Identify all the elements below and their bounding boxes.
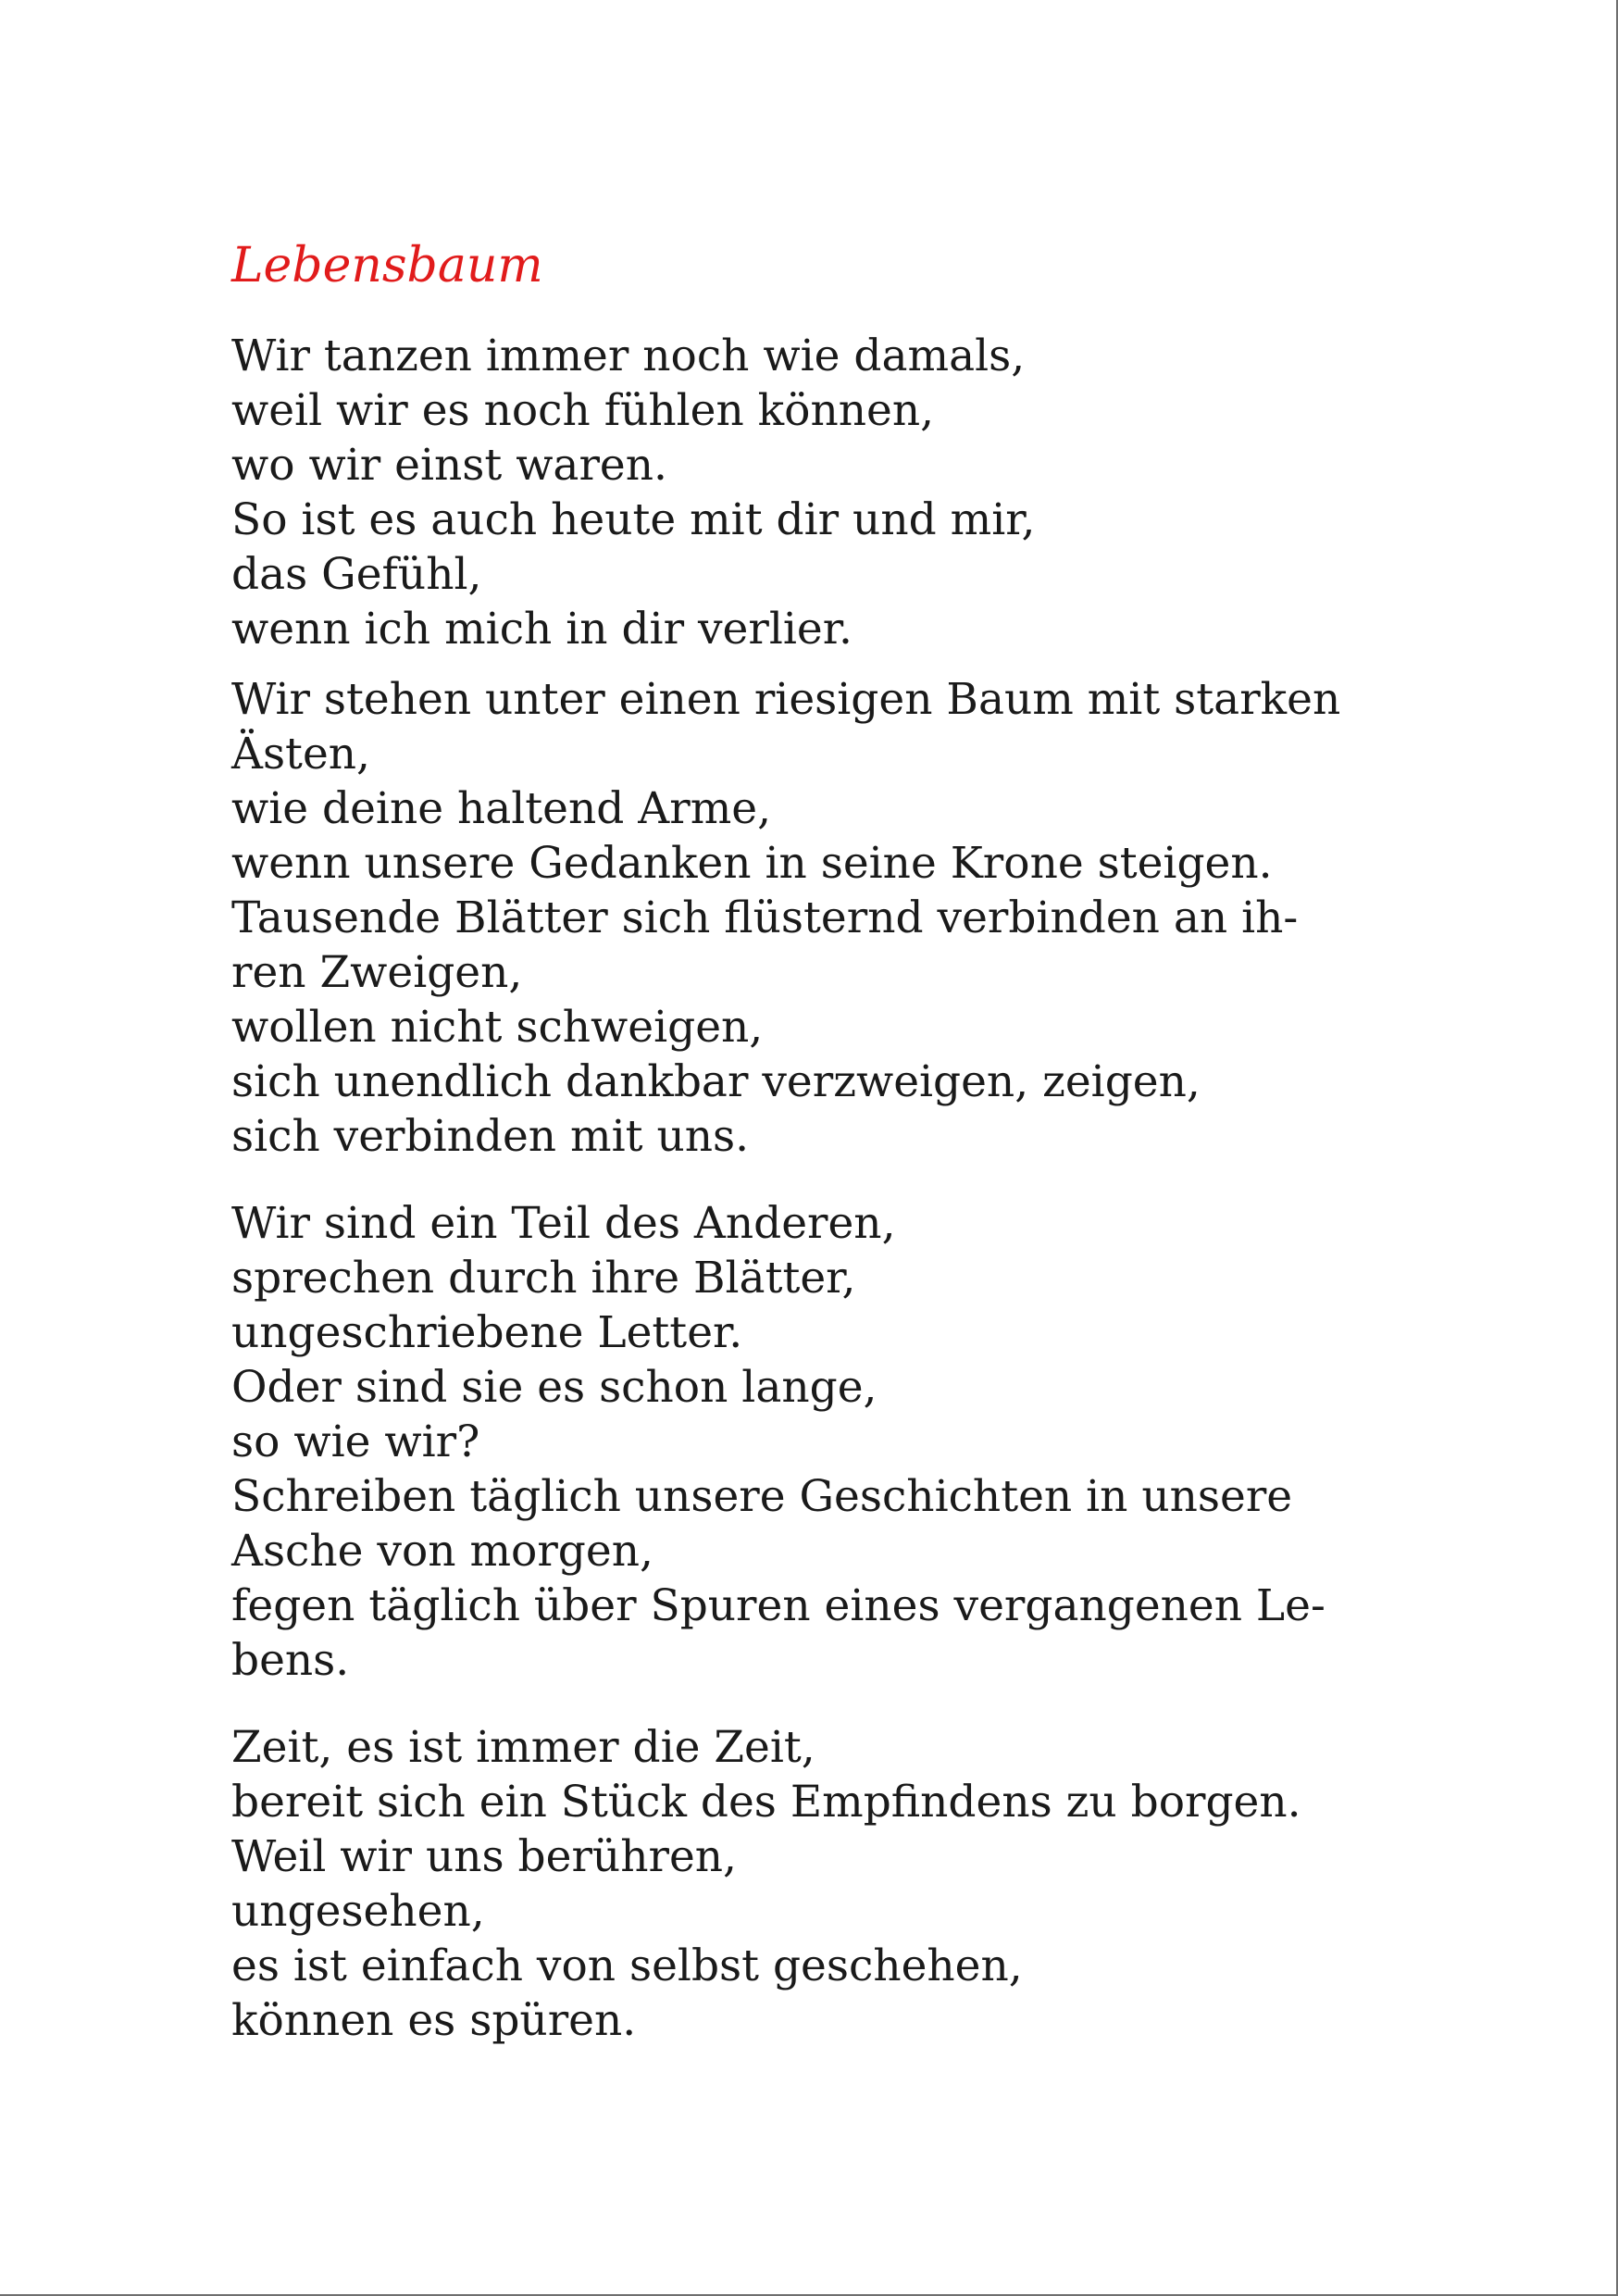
poem-line: wie deine haltend Arme,: [231, 783, 772, 834]
poem-line: weil wir es noch fühlen können,: [231, 385, 935, 436]
poem-line: bereit sich ein Stück des Empfindens zu borgen.: [231, 1777, 1301, 1828]
poem-line: Wir sind ein Teil des Anderen,: [231, 1198, 896, 1249]
poem-line: wo wir einst waren.: [231, 440, 667, 491]
poem-line: ungesehen,: [231, 1886, 485, 1937]
poem-line: Wir stehen unter einen riesigen Baum mit starken: [231, 674, 1341, 725]
stanza-4: [231, 1720, 1435, 2048]
poem-line: fegen täglich über Spuren eines vergangenen Le-: [231, 1580, 1326, 1631]
stanza-1: [231, 329, 1435, 656]
poem-line: es ist einfach von selbst geschehen,: [231, 1940, 1023, 1991]
stanza-3: [231, 1196, 1435, 1688]
poem-line: bens.: [231, 1635, 350, 1686]
poem-line: wenn ich mich in dir verlier.: [231, 604, 853, 655]
poem-line: können es spüren.: [231, 1995, 637, 2046]
poem-line: sprechen durch ihre Blätter,: [231, 1253, 856, 1304]
poem-line: Ästen,: [231, 729, 370, 780]
poem-line: So ist es auch heute mit dir und mir,: [231, 494, 1036, 545]
poem-line: wollen nicht schweigen,: [231, 1002, 764, 1053]
poem-line: ren Zweigen,: [231, 947, 523, 998]
poem-line: ungeschriebene Letter.: [231, 1307, 743, 1358]
poem-line: Tausende Blätter sich flüsternd verbinden an ih-: [231, 892, 1299, 943]
poem-line: Asche von morgen,: [231, 1526, 653, 1577]
poem-line: so wie wir?: [231, 1416, 480, 1467]
poem-line: sich unendlich dankbar verzweigen, zeigen,: [231, 1056, 1201, 1107]
poem-title: Lebensbaum: [231, 238, 543, 293]
poem-line: das Gefühl,: [231, 549, 482, 600]
poem-line: Weil wir uns berühren,: [231, 1831, 737, 1882]
poem-line: sich verbinden mit uns.: [231, 1111, 750, 1162]
stanza-2: [231, 672, 1435, 1164]
poem-line: Schreiben täglich unsere Geschichten in unsere: [231, 1471, 1293, 1522]
poem-line: Zeit, es ist immer die Zeit,: [231, 1722, 815, 1773]
poem-line: Wir tanzen immer noch wie damals,: [231, 331, 1026, 381]
poem-line: wenn unsere Gedanken in seine Krone steigen.: [231, 838, 1273, 889]
poem-line: Oder sind sie es schon lange,: [231, 1362, 877, 1413]
